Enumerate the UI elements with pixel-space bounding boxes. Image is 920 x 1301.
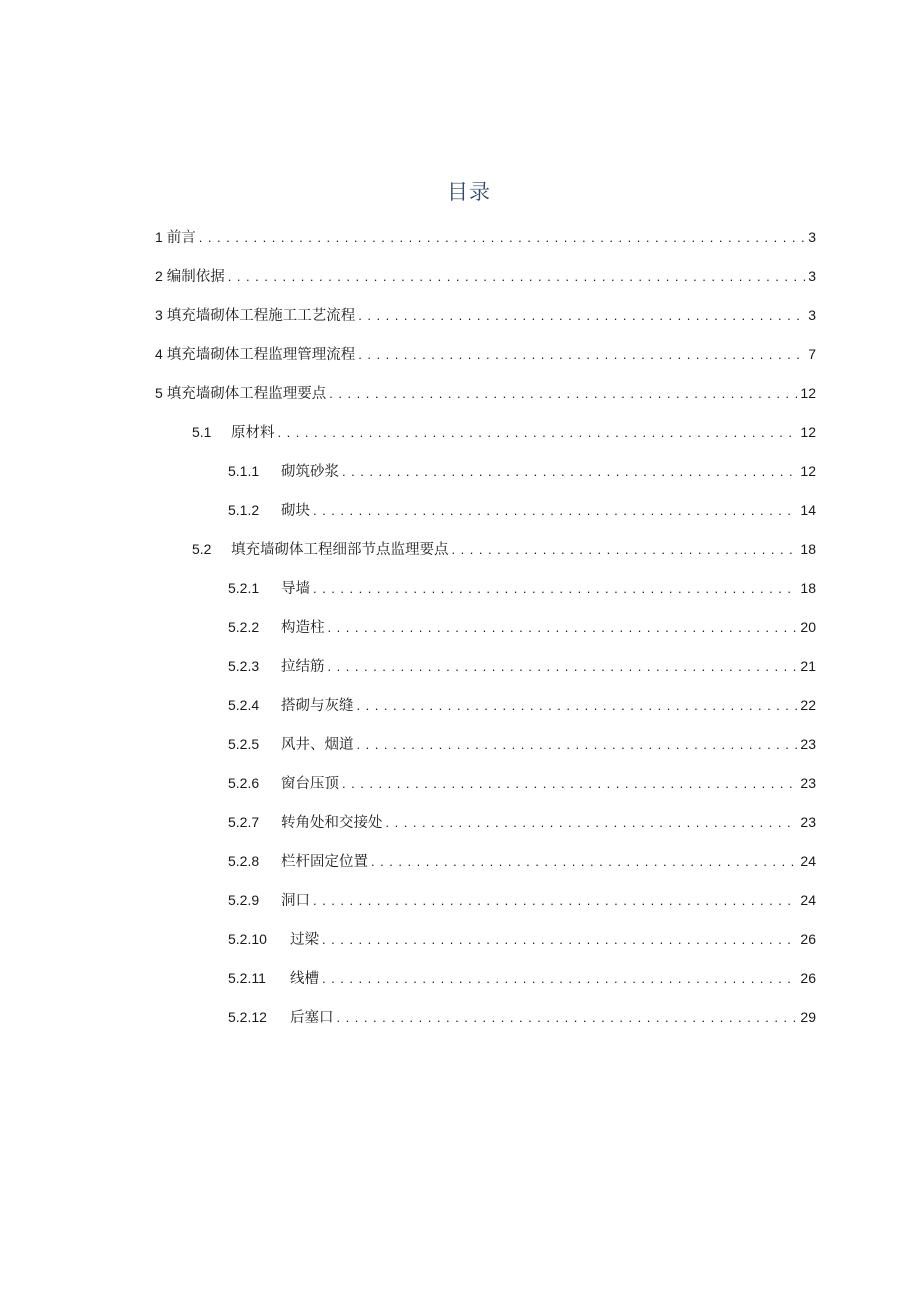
toc-entry-page: 18	[800, 580, 816, 596]
page-title: 目录	[447, 180, 491, 204]
toc-entry-page: 29	[800, 1009, 816, 1025]
toc-entry-5-2-6[interactable]	[228, 772, 816, 794]
dot-leader	[386, 812, 798, 834]
toc-entry-label: 编制依据	[166, 269, 225, 285]
dot-leader	[328, 617, 798, 639]
toc-entry-page: 3	[808, 229, 816, 245]
toc-entry-label: 填充墙砌体工程细部节点监理要点	[231, 542, 449, 558]
toc-entry-page: 23	[800, 814, 816, 830]
toc-entry-label: 填充墙砌体工程监理管理流程	[166, 347, 356, 363]
dot-leader	[452, 539, 798, 561]
toc-entry-label: 搭砌与灰缝	[281, 698, 354, 714]
toc-entry-label: 过梁	[290, 932, 319, 948]
dot-leader	[313, 578, 797, 600]
toc-entry-5-2-10[interactable]	[228, 928, 816, 950]
toc-entry-number: 5.1.1	[228, 463, 260, 479]
toc-entry-label: 栏杆固定位置	[281, 854, 368, 870]
dot-leader	[358, 305, 805, 327]
toc-entry-number: 5.2.2	[228, 619, 260, 635]
dot-leader	[228, 266, 805, 288]
toc-entry-label: 前言	[166, 230, 196, 246]
toc-entry-5-1[interactable]	[192, 421, 816, 443]
toc-entry-number: 5	[155, 385, 163, 401]
toc-entry-label: 填充墙砌体工程施工工艺流程	[166, 308, 356, 324]
toc-entry-page: 24	[800, 892, 816, 908]
toc-entry-number: 5.2.9	[228, 892, 260, 908]
toc-entry-number: 5.2.5	[228, 736, 260, 752]
dot-leader	[357, 734, 798, 756]
toc-entry-label: 线槽	[290, 971, 319, 987]
toc-entry-5-2-3[interactable]	[228, 655, 816, 677]
toc-entry-label: 洞口	[281, 893, 310, 909]
dot-leader	[278, 422, 798, 444]
toc-entry-page: 26	[800, 931, 816, 947]
toc-entry-number: 5.2.4	[228, 697, 260, 713]
toc-entry-page: 23	[800, 775, 816, 791]
dot-leader	[199, 227, 805, 249]
toc-entry-5-1-1[interactable]	[228, 460, 816, 482]
toc-entry-label: 窗台压顶	[281, 776, 339, 792]
toc-entry-number: 5.2.11	[228, 970, 266, 986]
dot-leader	[371, 851, 797, 873]
toc-entry-5-2-4[interactable]	[228, 694, 816, 716]
toc-entry-page: 23	[800, 736, 816, 752]
toc-entry-label: 转角处和交接处	[281, 815, 383, 831]
toc-entry-page: 24	[800, 853, 816, 869]
toc-entry-label: 后塞口	[290, 1010, 334, 1026]
toc-entry-label: 导墙	[281, 581, 310, 597]
toc-entry-5-1-2[interactable]	[228, 499, 816, 521]
dot-leader	[337, 1007, 798, 1029]
dot-leader	[328, 656, 798, 678]
toc-entry-page: 12	[800, 463, 816, 479]
toc-entry-page: 20	[800, 619, 816, 635]
dot-leader	[322, 968, 797, 990]
toc-entry-page: 22	[800, 697, 816, 713]
toc-entry-label: 风井、烟道	[281, 737, 354, 753]
toc-entry-5-2[interactable]	[192, 538, 816, 560]
toc-entry-label: 拉结筋	[281, 659, 325, 675]
toc-entry-page: 3	[808, 268, 816, 284]
toc-entry-page: 21	[800, 658, 816, 674]
toc-entry-number: 4	[155, 346, 163, 362]
dot-leader	[358, 344, 805, 366]
dot-leader	[342, 461, 797, 483]
toc-entry-number: 5.2.6	[228, 775, 260, 791]
toc-entry-label: 砌筑砂浆	[281, 464, 339, 480]
toc-entry-5-2-12[interactable]	[228, 1006, 816, 1028]
toc-entry-label: 构造柱	[281, 620, 325, 636]
dot-leader	[357, 695, 798, 717]
toc-entry-number: 5.2.12	[228, 1009, 267, 1025]
toc-entry-number: 5.2.1	[228, 580, 260, 596]
toc-entry-5-2-8[interactable]	[228, 850, 816, 872]
toc-entry-label: 原材料	[231, 425, 275, 441]
toc-entry-number: 5.2.8	[228, 853, 260, 869]
toc-entry-5-2-7[interactable]	[228, 811, 816, 833]
toc-entry-page: 7	[808, 346, 816, 362]
toc-entry-2[interactable]	[155, 265, 816, 287]
toc-entry-5-2-2[interactable]	[228, 616, 816, 638]
toc-entry-number: 5.1	[192, 424, 212, 440]
toc-entry-5-2-5[interactable]	[228, 733, 816, 755]
toc-entry-page: 3	[808, 307, 816, 323]
toc-entry-number: 5.2	[192, 541, 212, 557]
toc-entry-page: 12	[800, 385, 816, 401]
toc-entry-number: 1	[155, 229, 163, 245]
dot-leader	[342, 773, 797, 795]
toc-entry-page: 12	[800, 424, 816, 440]
dot-leader	[329, 383, 797, 405]
toc-entry-5[interactable]	[155, 382, 816, 404]
toc-entry-number: 5.2.3	[228, 658, 260, 674]
toc-entry-1[interactable]	[155, 226, 816, 248]
toc-entry-label: 填充墙砌体工程监理要点	[166, 386, 327, 402]
dot-leader	[313, 890, 797, 912]
toc-entry-number: 5.1.2	[228, 502, 260, 518]
toc-entry-number: 2	[155, 268, 163, 284]
toc-entry-label: 砌块	[281, 503, 310, 519]
toc-entry-page: 18	[800, 541, 816, 557]
toc-entry-number: 5.2.10	[228, 931, 267, 947]
toc-entry-5-2-11[interactable]	[228, 967, 816, 989]
toc-entry-4[interactable]	[155, 343, 816, 365]
dot-leader	[322, 929, 797, 951]
dot-leader	[313, 500, 797, 522]
toc-entry-page: 14	[800, 502, 816, 518]
toc-entry-3[interactable]	[155, 304, 816, 326]
toc-entry-5-2-9[interactable]	[228, 889, 816, 911]
toc-entry-number: 5.2.7	[228, 814, 260, 830]
toc-entry-5-2-1[interactable]	[228, 577, 816, 599]
toc-entry-page: 26	[800, 970, 816, 986]
toc-entry-number: 3	[155, 307, 163, 323]
